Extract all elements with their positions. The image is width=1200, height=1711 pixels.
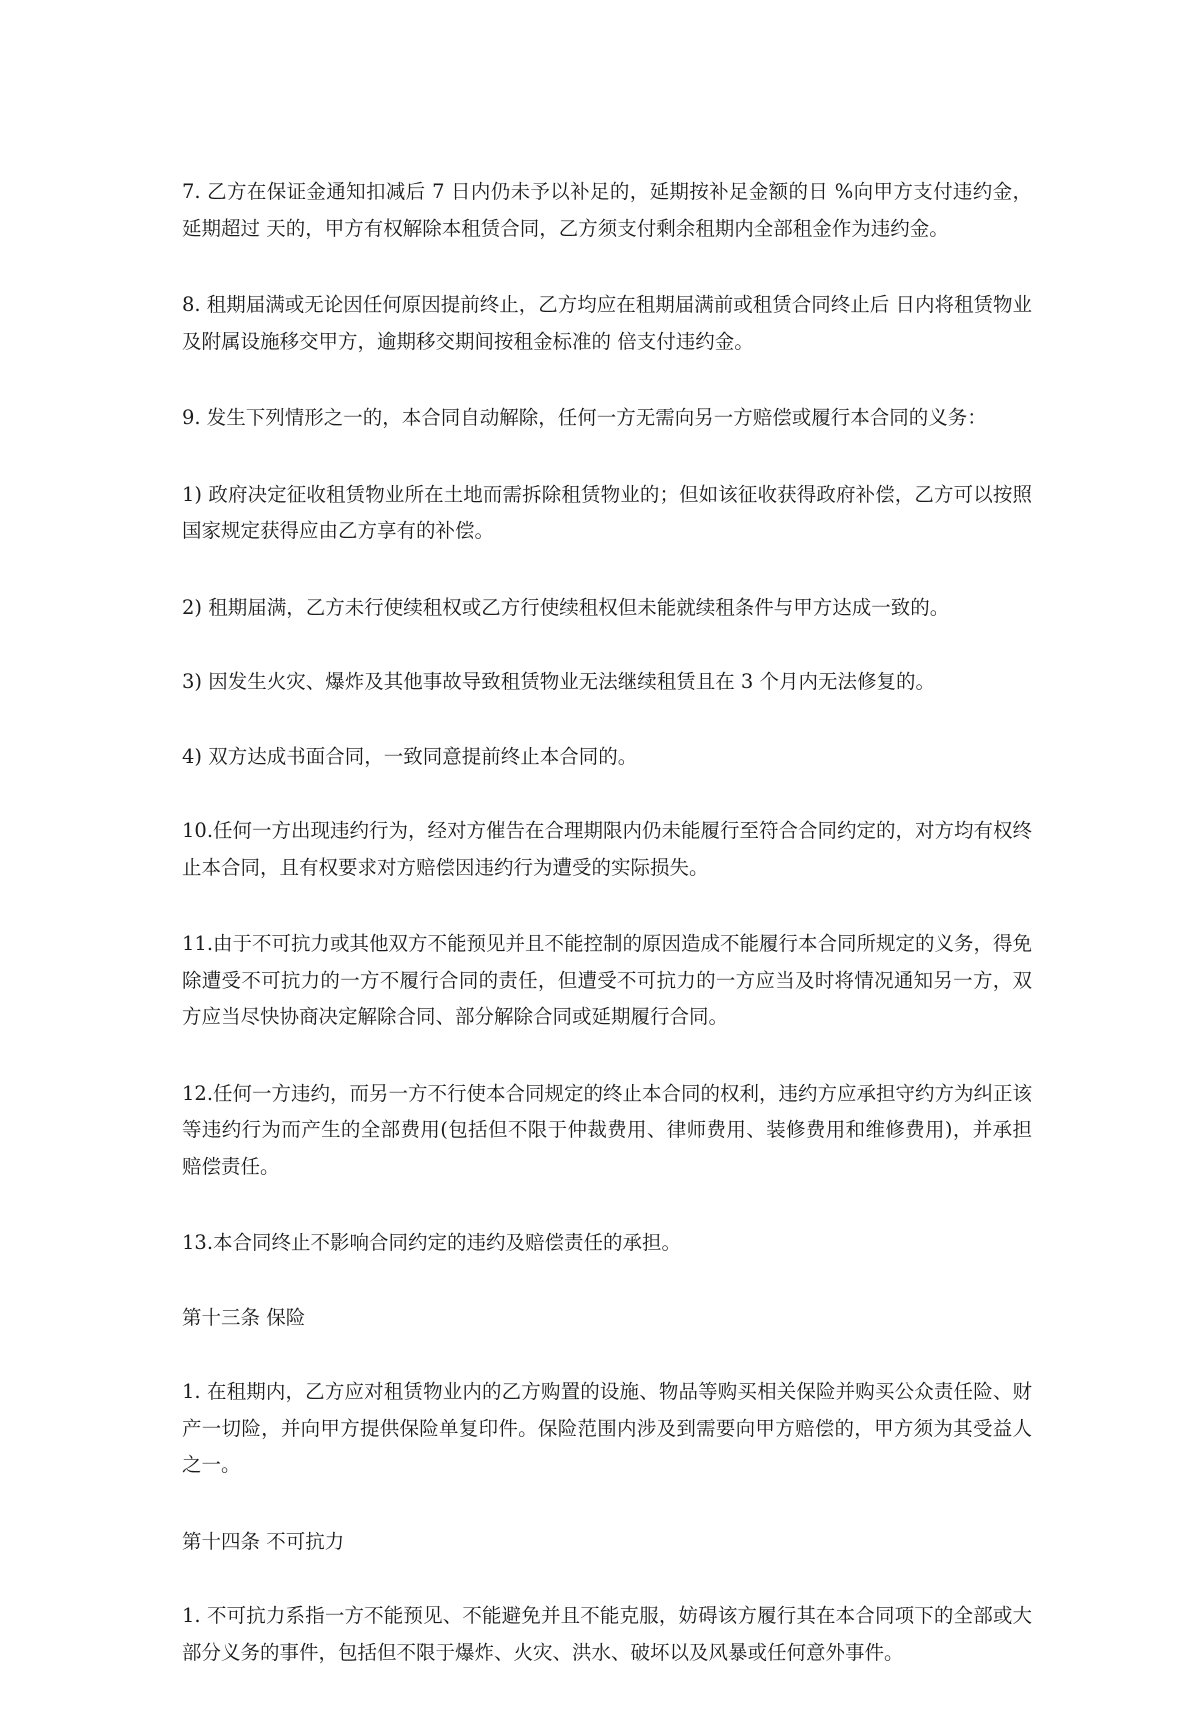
clause-8-paragraph: 8. 租期届满或无论因任何原因提前终止，乙方均应在租期届满前或租赁合同终止后 日内将租赁物业及附属设施移交甲方，逾期移交期间按租金标准的 倍支付违约金。 — [182, 293, 1033, 353]
article-13-heading: 第十三条 保险 — [182, 1305, 306, 1329]
clause-9-item-4: 4) 双方达成书面合同，一致同意提前终止本合同的。 — [182, 744, 638, 768]
clause-12-paragraph: 12.任何一方违约，而另一方不行使本合同规定的终止本合同的权利，违约方应承担守约方为纠正该等违约行为而产生的全部费用(包括但不限于仲裁费用、律师费用、装修费用和维修费用)，并承担赔偿责任。 — [182, 1081, 1033, 1178]
clause-11-paragraph: 11.由于不可抗力或其他双方不能预见并且不能控制的原因造成不能履行本合同所规定的义务，得免除遭受不可抗力的一方不履行合同的责任，但遭受不可抗力的一方应当及时将情况通知另一方，双方应当尽快协商决定解除合同、部分解除合同或延期履行合同。 — [182, 932, 1033, 1028]
force-majeure-clause-1: 1. 不可抗力系指一方不能预见、不能避免并且不能克服，妨碍该方履行其在本合同项下的全部或大部分义务的事件，包括但不限于爆炸、火灾、洪水、破坏以及风暴或任何意外事件。 — [182, 1604, 1032, 1664]
document-page — [182, 174, 1032, 1711]
clause-13-paragraph: 13.本合同终止不影响合同约定的违约及赔偿责任的承担。 — [182, 1231, 682, 1254]
clause-9-item-2: 2) 租期届满，乙方未行使续租权或乙方行使续租权但未能就续租条件与甲方达成一致的。 — [182, 595, 950, 619]
insurance-clause-1: 1. 在租期内，乙方应对租赁物业内的乙方购置的设施、物品等购买相关保险并购买公众责任险、财产一切险，并向甲方提供保险单复印件。保险范围内涉及到需要向甲方赔偿的，甲方须为其受益人之一。 — [182, 1380, 1032, 1476]
clause-9-paragraph: 9. 发生下列情形之一的，本合同自动解除，任何一方无需向另一方赔偿或履行本合同的义务： — [182, 406, 987, 429]
clause-9-item-3: 3) 因发生火灾、爆炸及其他事故导致租赁物业无法继续租赁且在 3 个月内无法修复的。 — [182, 670, 936, 693]
clause-9-item-1: 1) 政府决定征收租赁物业所在土地而需拆除租赁物业的；但如该征收获得政府补偿，乙方可以按照国家规定获得应由乙方享有的补偿。 — [182, 482, 1032, 542]
clause-10-paragraph: 10.任何一方出现违约行为，经对方催告在合理期限内仍未能履行至符合合同约定的，对方均有权终止本合同，且有权要求对方赔偿因违约行为遭受的实际损失。 — [182, 819, 1033, 879]
clause-7-paragraph: 7. 乙方在保证金通知扣减后 7 日内仍未予以补足的，延期按补足金额的日 %向甲方支付违约金，延期超过 天的，甲方有权解除本租赁合同，乙方须支付剩余租期内全部租金作为违约金。 — [182, 180, 1032, 240]
article-14-heading: 第十四条 不可抗力 — [182, 1529, 345, 1553]
